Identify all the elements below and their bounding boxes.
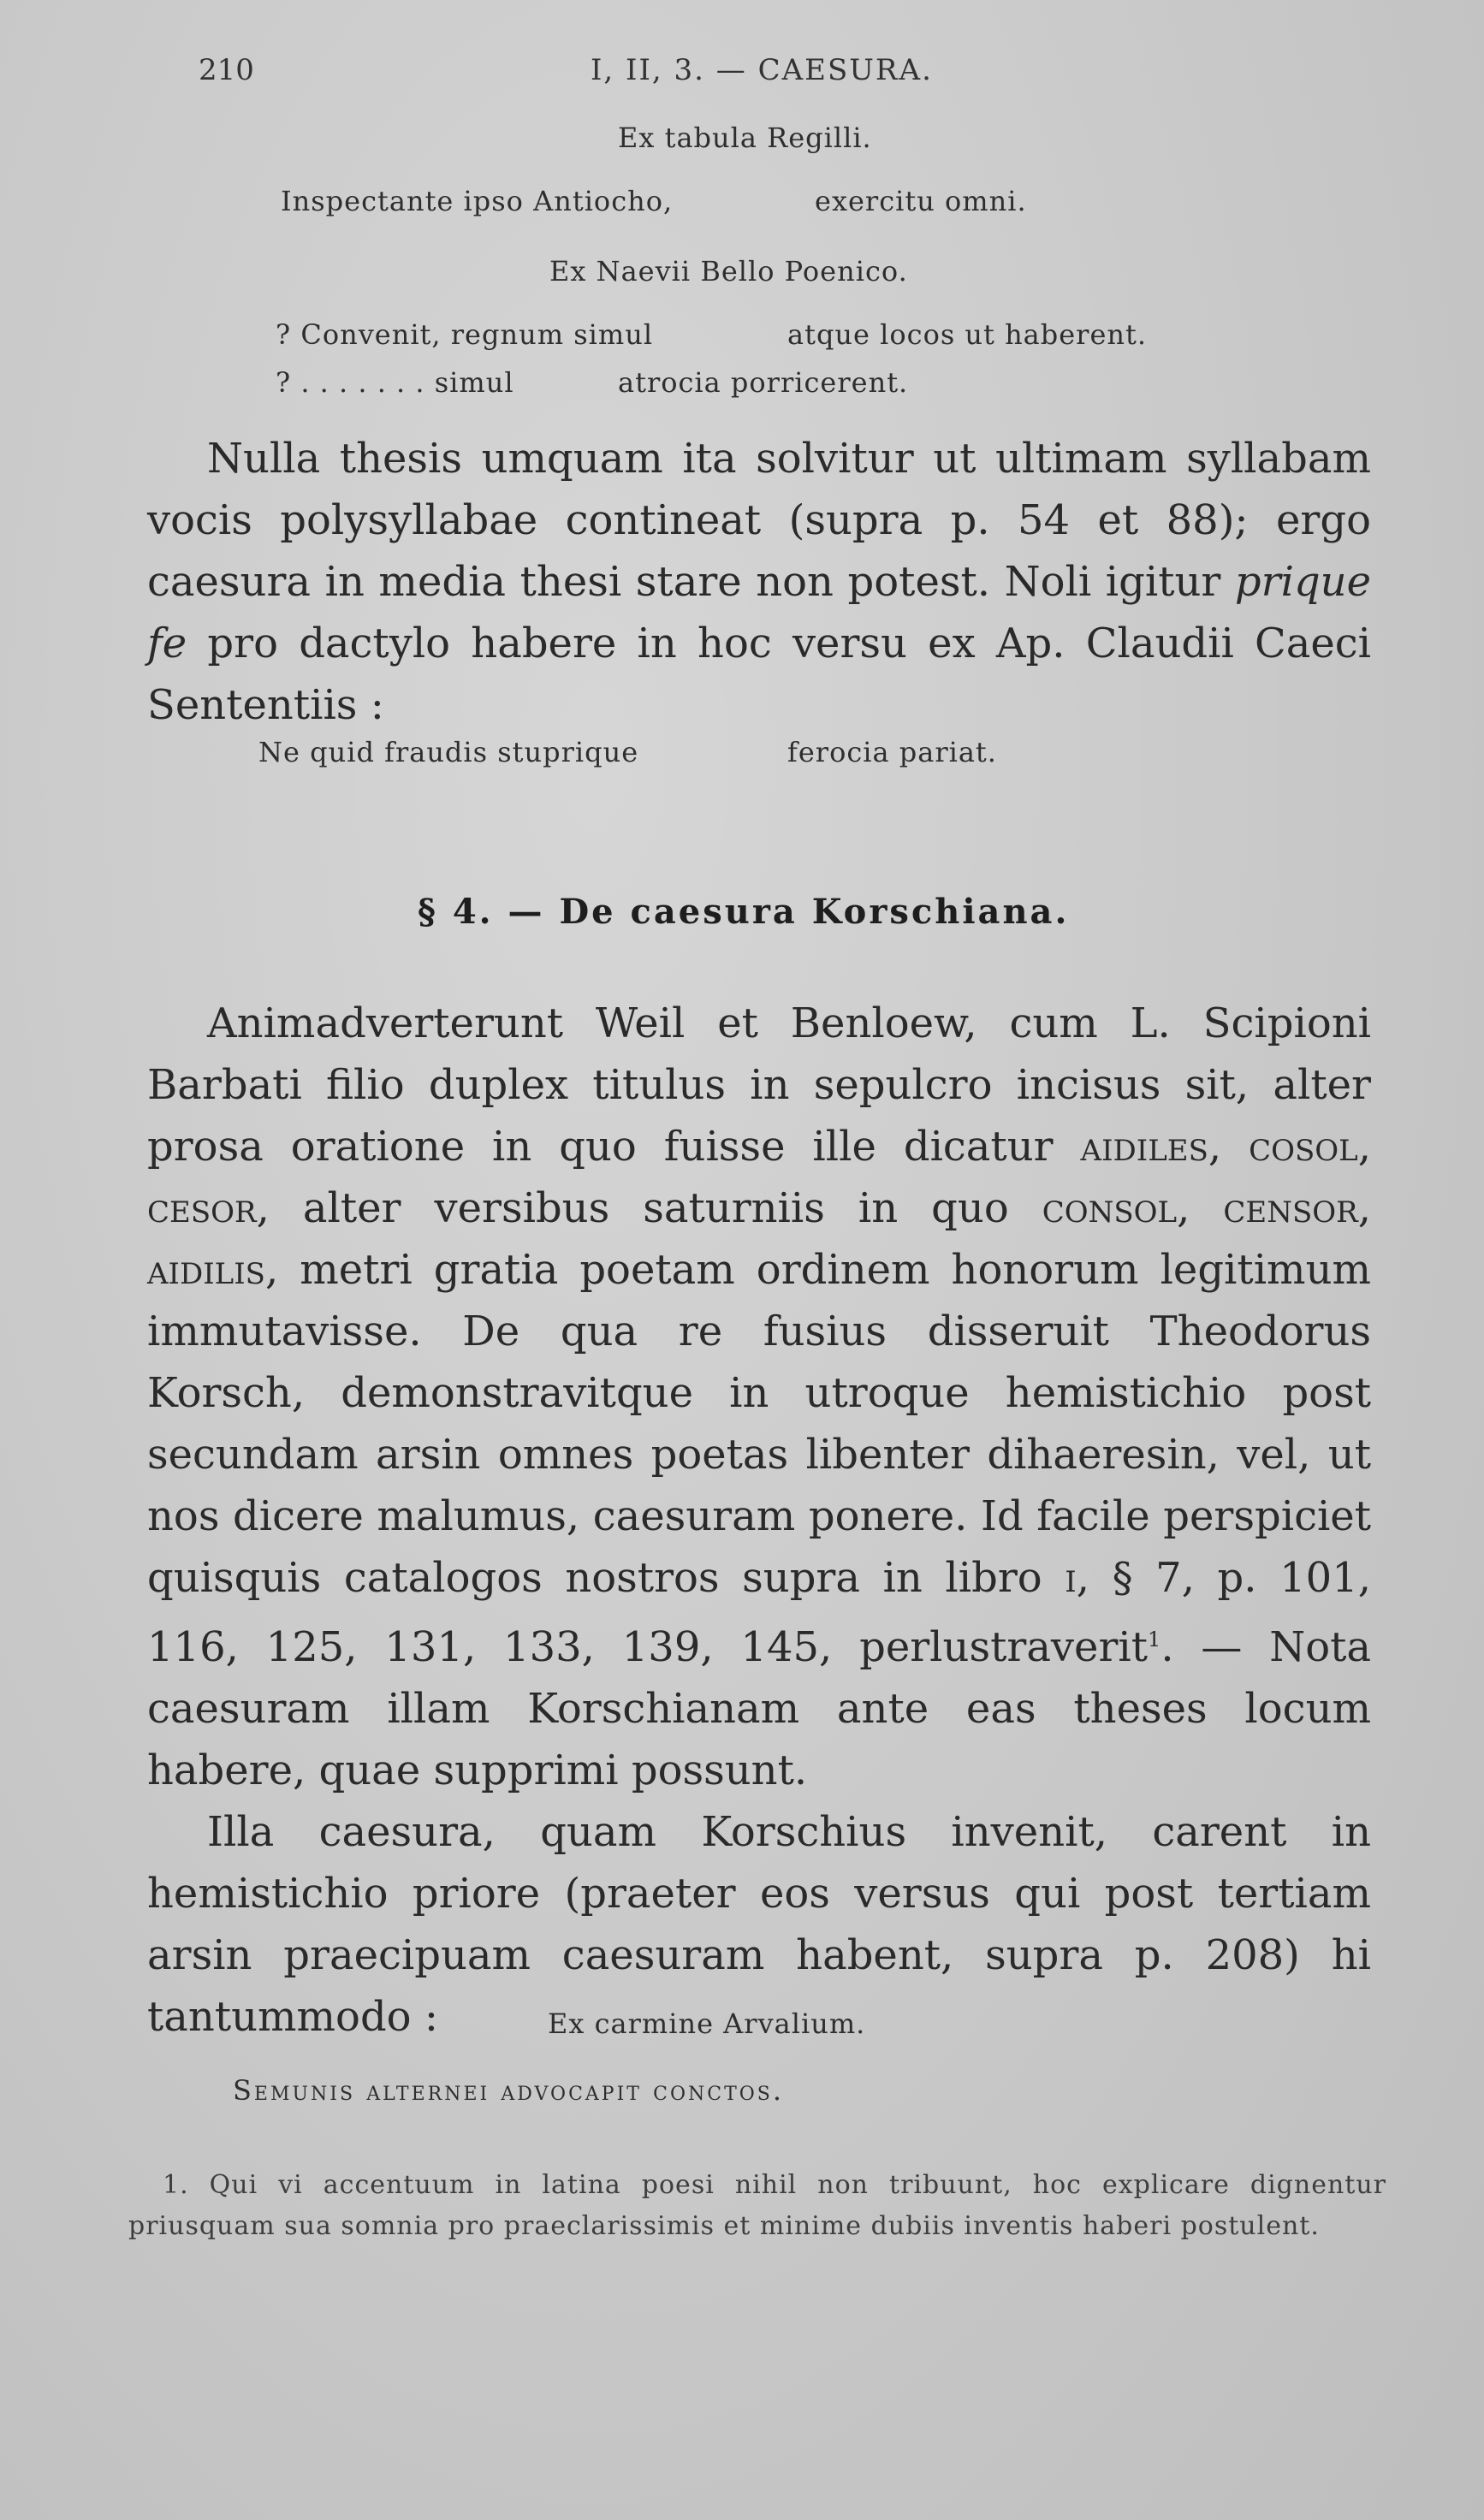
paragraph-text: pro dactylo habere in hoc versu ex Ap. Claudii Caeci Sententiis : <box>147 620 1371 729</box>
footnote-text: Qui vi accentuum in latina poesi nihil non tribuunt, hoc explicare dignentur priusquam sua somnia pro praeclarissimis et minime dubiis inventis haberi postulent. <box>128 2170 1386 2241</box>
footnote-number: 1. <box>163 2170 189 2200</box>
verse-line-first-half: ? . . . . . . . simul <box>276 366 514 399</box>
paragraph-3: Illa caesura, quam Korschius invenit, carent in hemistichio priore (praeter eos versus qui post tertiam arsin praecipuam caesuram habent, supra p. 208) hi tantummodo : <box>147 1808 1371 2041</box>
paragraph-1 <box>147 428 1371 736</box>
verse-line: Semunis alternei advocapit conctos. <box>233 2074 785 2107</box>
paragraph-2 <box>147 993 1371 2048</box>
paragraph-text: , alter versibus saturniis in quo <box>256 1184 1042 1232</box>
italic-phrase: prique fe <box>147 558 1371 667</box>
small-caps-text: aidiles, cosol, cesor <box>147 1123 1371 1232</box>
section-heading: § 4. — De caesura Korschiana. <box>418 892 1070 932</box>
paragraph-text: . — Nota caesuram illam Korschianam ante eas theses locum habere, quae supprimi possunt. <box>147 1623 1372 1794</box>
example-caption: Ex carmine Arvalium. <box>548 2007 866 2040</box>
paragraph-text: Animadverterunt Weil et Benloew, cum L. Scipioni Barbati filio duplex titulus in sepulcro incisus sit, alter prosa oratione in quo fuisse ille dicatur <box>147 999 1371 1171</box>
footnote <box>128 2165 1386 2247</box>
small-caps-text: i <box>1065 1554 1077 1602</box>
verse-line-second-half: atrocia porricerent. <box>618 366 909 399</box>
page-number: 210 <box>199 53 254 87</box>
verse-line-second-half: atque locos ut haberent. <box>787 318 1148 351</box>
verse-line-first-half: Inspectante ipso Antiocho, <box>281 185 674 217</box>
verse-line-second-half: exercitu omni. <box>815 185 1027 217</box>
running-head: I, II, 3. — CAESURA. <box>591 53 933 87</box>
verse-line-second-half: ferocia pariat. <box>787 736 997 768</box>
paragraph-text: , metri gratia poetam ordinem honorum legitimum immutavisse. De qua re fusius disseruit Theodorus Korsch, demonstravitque in utroque hemistichio post secundam arsin omnes poetas libenter dihaeresin, vel, ut nos dicere malumus, caesuram ponere. Id facile perspiciet quisquis catalogos nostros supra in libro <box>147 1246 1371 1602</box>
example-caption: Ex tabula Regilli. <box>618 122 872 154</box>
example-caption: Ex Naevii Bello Poenico. <box>549 255 908 288</box>
footnote-marker: 1 <box>1148 1628 1161 1651</box>
paragraph-text: , § 7, p. 101, 116, 125, 131, 133, 139, 145, perlustraverit <box>147 1554 1372 1671</box>
paragraph-text: Nulla thesis umquam ita solvitur ut ultimam syllabam vocis polysyllabae contineat (supra p. 54 et 88); ergo caesura in media thesi stare non potest. Noli igitur <box>147 435 1371 606</box>
verse-line-first-half: ? Convenit, regnum simul <box>276 318 654 351</box>
small-caps-text: consol, censor, aidilis <box>147 1184 1371 1294</box>
verse-line-first-half: Ne quid fraudis stuprique <box>258 736 639 768</box>
